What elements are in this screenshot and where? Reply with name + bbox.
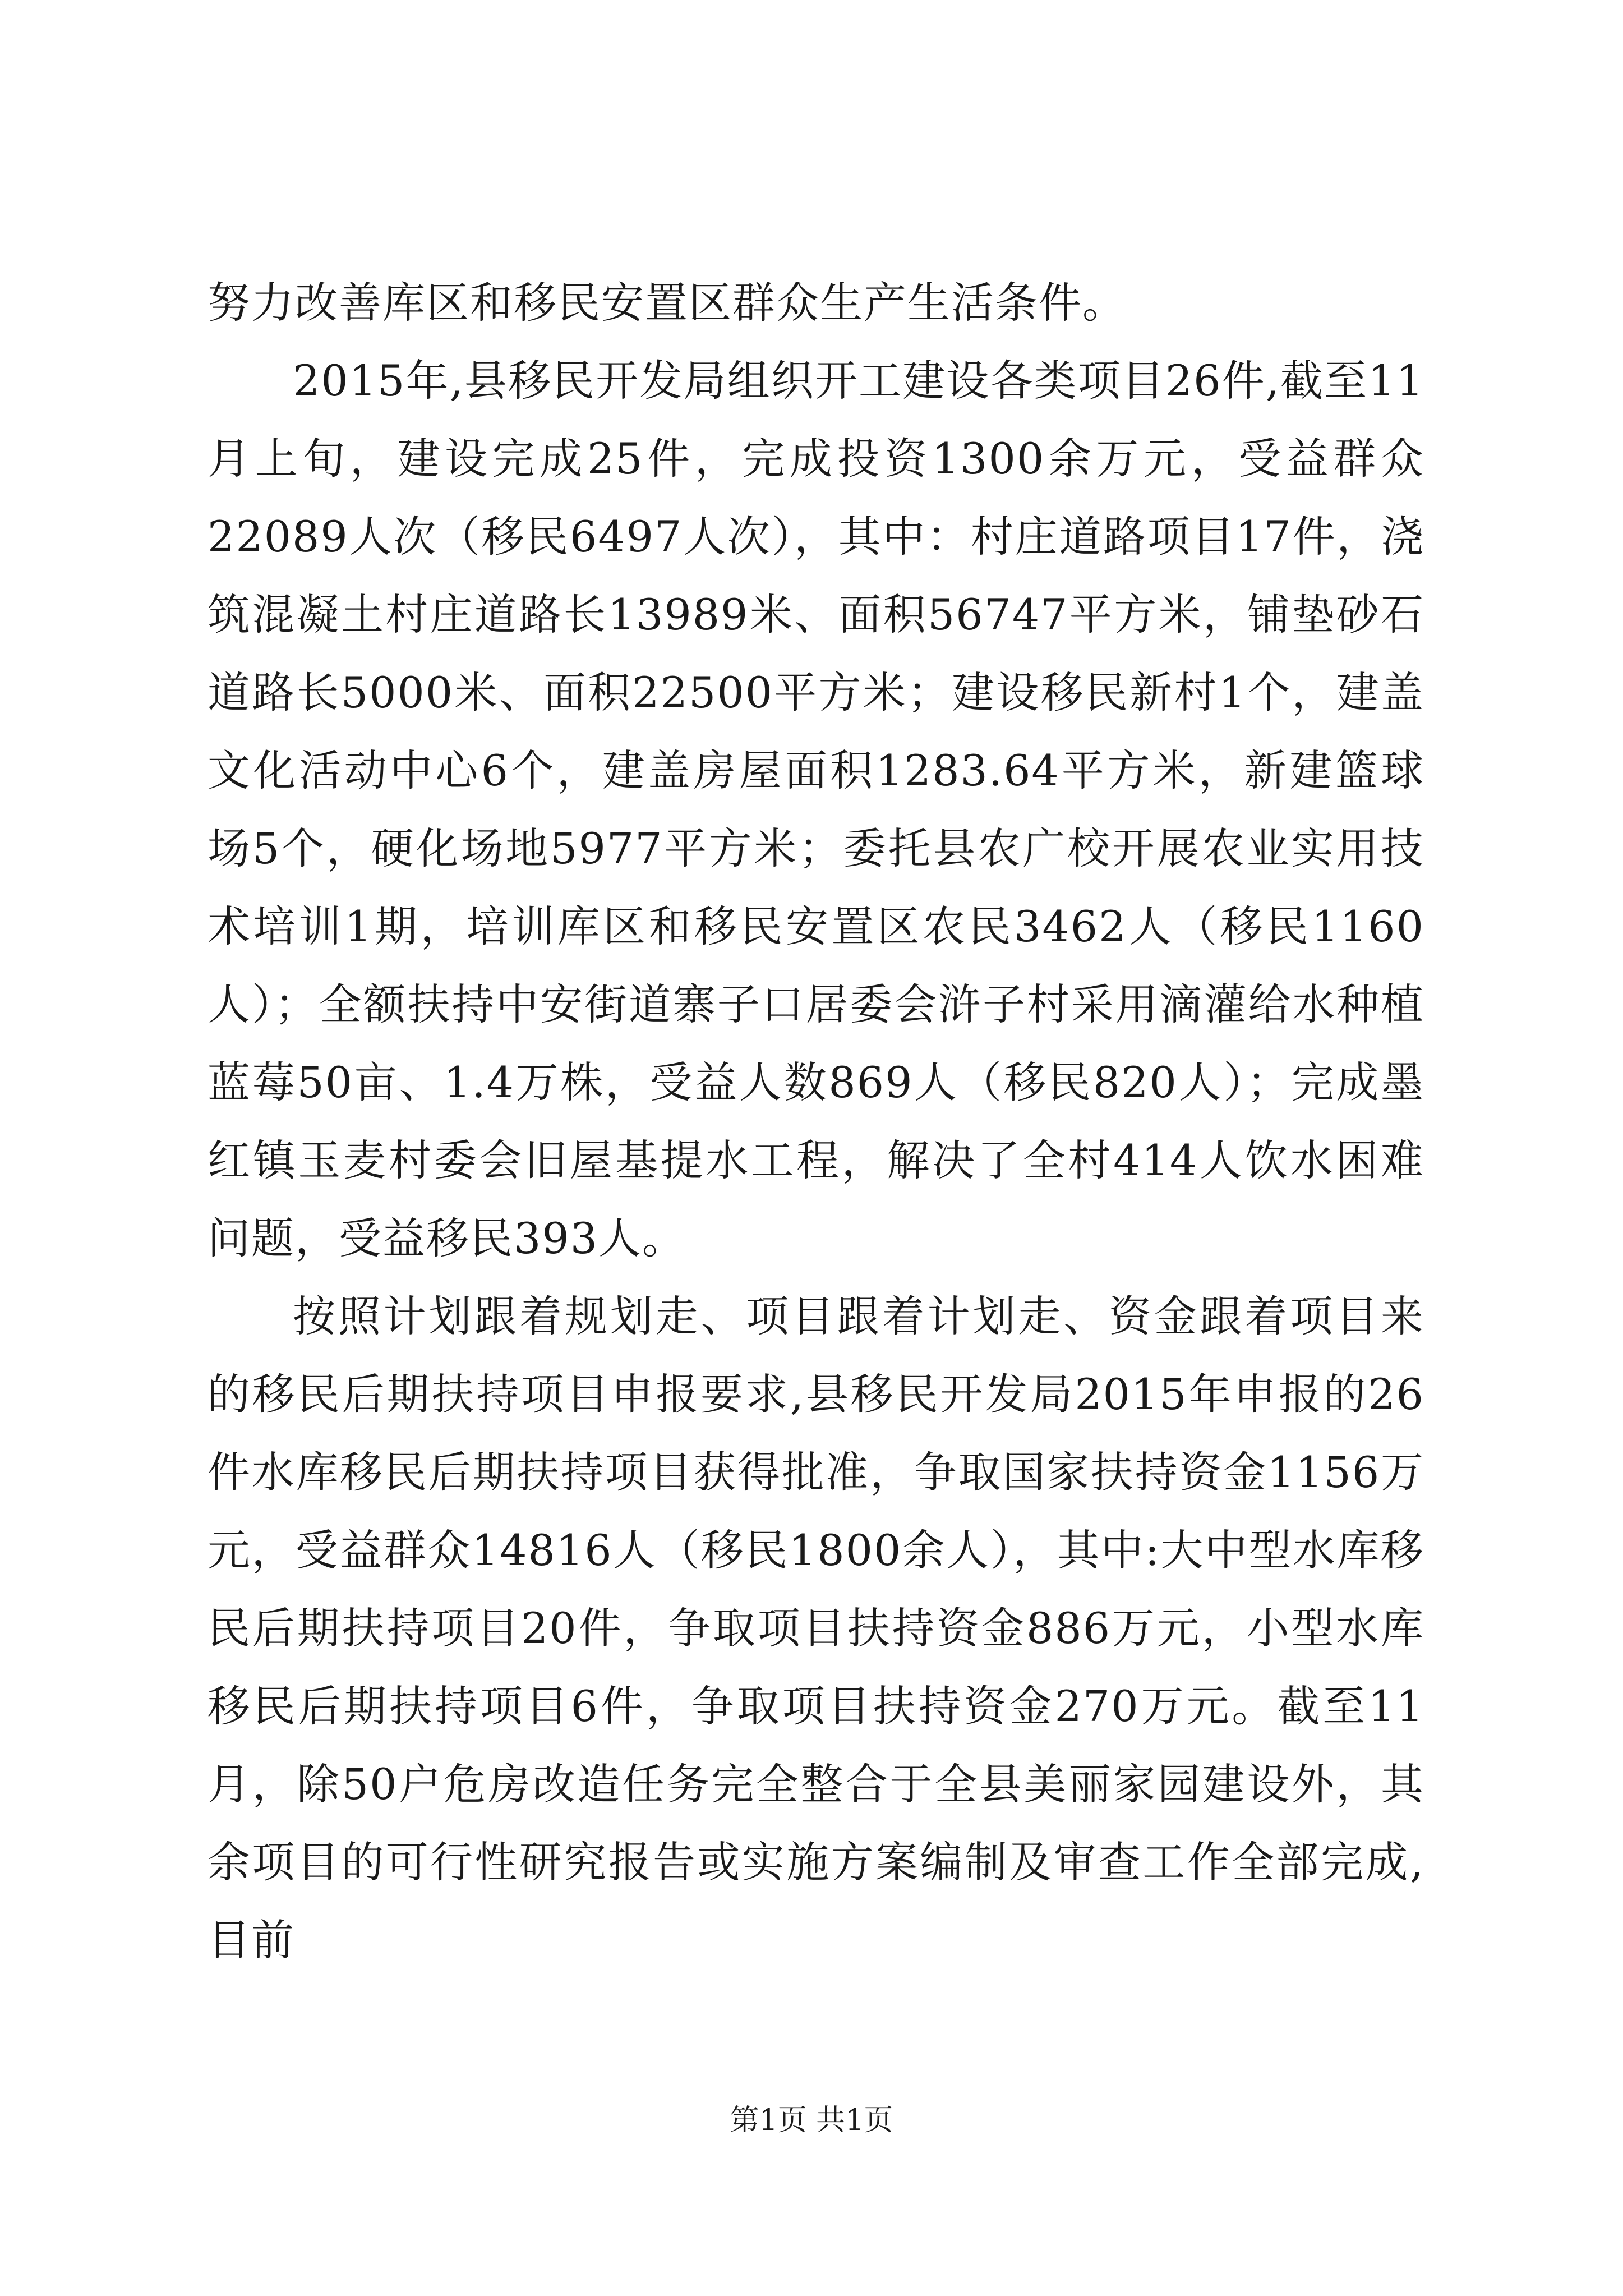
- page-footer: 第1页 共1页: [730, 2104, 893, 2137]
- paragraph-project-construction: 2015年,县移民开发局组织开工建设各类项目26件,截至11月上旬，建设完成25件，完成投资1300余万元，受益群众22089人次（移民6497人次），其中：村庄道路项目17件，浇筑混凝土村庄道路长13989米、面积56747平方米，铺垫砂石道路长5000米、面积22500平方米；建设移民新村1个，建盖文化活动中心6个，建盖房屋面积1283.64平方米，新建篮球场5个，硬化场地5977平方米；委托县农广校开展农业实用技术培训1期，培训库区和移民安置区农民3462人（移民1160人）；全额扶持中安街道寨子口居委会浒子村采用滴灌给水种植蓝莓50亩、1.4万株，受益人数869人（移民820人）；完成墨红镇玉麦村委会旧屋基提水工程，解决了全村414人饮水困难问题，受益移民393人。: [208, 356, 1424, 1263]
- paragraph-project-application: 按照计划跟着规划走、项目跟着计划走、资金跟着项目来的移民后期扶持项目申报要求,县移民开发局2015年申报的26件水库移民后期扶持项目获得批准，争取国家扶持资金1156万元，受益群众14816人（移民1800余人），其中:大中型水库移民后期扶持项目20件，争取项目扶持资金886万元，小型水库移民后期扶持项目6件，争取项目扶持资金270万元。截至11月，除50户危房改造任务完全整合于全县美丽家园建设外，其余项目的可行性研究报告或实施方案编制及审查工作全部完成,目前: [208, 1291, 1424, 1965]
- document-body: [208, 264, 1424, 1979]
- paragraph-continuation: 努力改善库区和移民安置区群众生产生活条件。: [208, 278, 1126, 328]
